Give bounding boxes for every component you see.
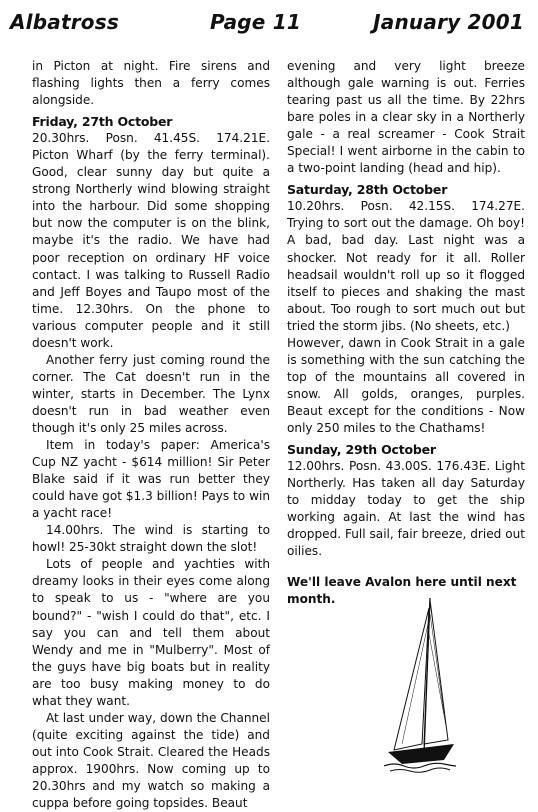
paragraph: 20.30hrs. Posn. 41.45S. 174.21E. Picton Wharf (by the ferry terminal). Good, clear sunny day but quite a strong Northerly wind blowing straight into the harbour. Did some shopping but now the computer is on the blink, maybe it's the radio. We have had poor reception on ordinary HF voice contact. I was talking to Russell Radio and Jeff Boyes and Taupo most of the time. 12.30hrs. On the phone to various computer people and it still doesn't work. (32, 131, 270, 350)
paragraph: At last under way, down the Channel (quite exciting against the tide) and out into Cook Strait. Cleared the Heads approx. 1900hrs. Now coming up to 20.30hrs and my watch so making a cuppa before going topsides. Beaut (32, 710, 270, 811)
section-heading: Sunday, 29th October (287, 442, 436, 458)
paragraph: evening and very light breeze although gale warning is out. Ferries tearing past us all the time. By 22hrs bare poles in a clear sky in a Northerly gale - a real screamer - Cook Strait Special! I went airborne in the cabin to a two-point landing (head and hip). (287, 59, 525, 176)
sailboat-icon (384, 594, 456, 774)
paragraph: Lots of people and yachties with dreamy looks in their eyes come along to speak to us - "where are you bound?" - "wish I could do that", etc. I say you can and tell them about Wendy and me in "Mulberry". Most of the guys have big boats but in reality are too busy making money to do what they want. (32, 557, 270, 708)
section-heading: Friday, 27th October (32, 114, 173, 130)
paragraph: 14.00hrs. The wind is starting to howl! 25-30kt straight down the slot! (32, 523, 270, 555)
section-heading: Saturday, 28th October (287, 182, 448, 198)
paragraph: 10.20hrs. Posn. 42.15S. 174.27E. Trying to sort out the damage. Oh boy! A bad, bad day. Last night was a shocker. Not ready for it all. Roller headsail wouldn't roll up so it flogged itself to pieces and shaking the mast about. Too rough to sort much out but tried the storm jibs. (No sheets, etc.) (287, 199, 525, 333)
paragraph: However, dawn in Cook Strait in a gale is something with the sun catching the top of the mountains all covered in snow. All golds, oranges, purples. Beaut except for the conditions - Now only 250 miles to the Chathams! (287, 335, 525, 435)
page-number: Page 11 (210, 10, 301, 34)
paragraph: Another ferry just coming round the corner. The Cat doesn't run in the winter, starts in December. The Lynx doesn't run in bad weather even though it's only 25 miles across. (32, 352, 270, 435)
right-column (287, 58, 525, 608)
publication-title: Albatross (10, 10, 119, 34)
left-column (32, 58, 270, 812)
paragraph: in Picton at night. Fire sirens and flashing lights then a ferry comes alongside. (32, 59, 270, 108)
paragraph: Item in today's paper: America's Cup NZ yacht - $614 million! Sir Peter Blake said if it was run better they could have got $1.3 billion! Pays to win a yacht race! (32, 438, 270, 521)
page-header (0, 0, 538, 52)
paragraph: 12.00hrs. Posn. 43.00S. 176.43E. Light Northerly. Has taken all day Saturday to midday today to get the ship working again. At last the wind has dropped. Full sail, fair breeze, dried out oilies. (287, 459, 525, 559)
issue-date: January 2001 (373, 10, 524, 34)
closing-note: We'll leave Avalon here until next month. (287, 575, 517, 607)
